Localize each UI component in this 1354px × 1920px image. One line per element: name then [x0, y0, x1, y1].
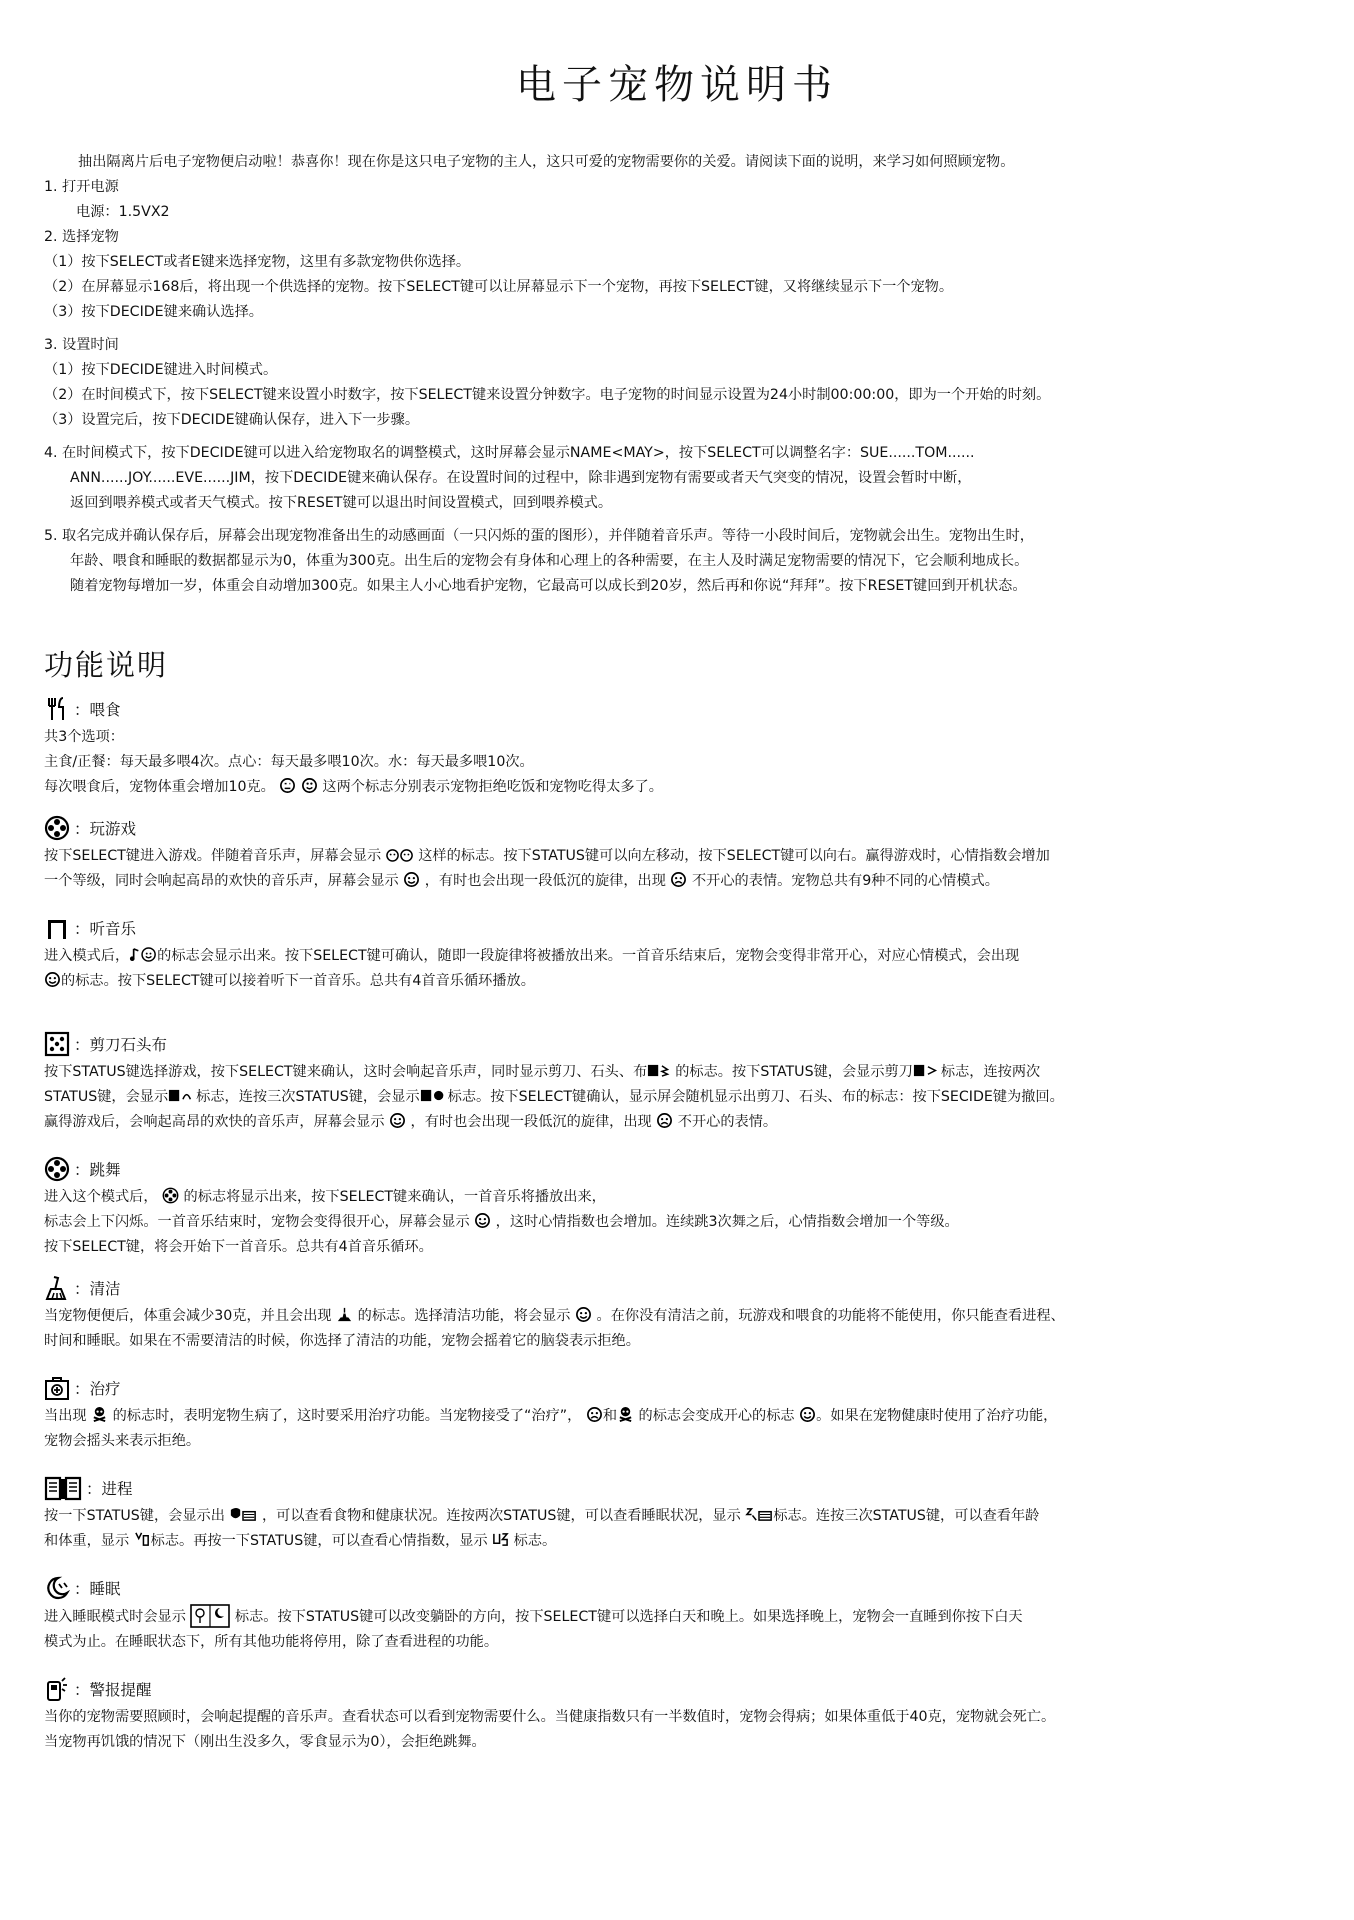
- feature-text: 当宠物再饥饿的情况下（刚出生没多久，零食显示为0），会拒绝跳舞。: [44, 1734, 486, 1750]
- food-health-icon: [229, 1506, 257, 1523]
- feature-label: ：清洁: [74, 1280, 121, 1298]
- text-run: 进入睡眠模式时会显示: [44, 1609, 186, 1625]
- text-run: 的标志。按下STATUS键，会显示剪刀: [675, 1064, 913, 1080]
- music-note-icon: [44, 915, 70, 941]
- sleep-mode-icon: [190, 1604, 230, 1628]
- feature-text: 模式为止。在睡眠状态下，所有其他功能将停用，除了查看进程的功能。: [44, 1634, 499, 1650]
- section-title: 功能说明: [44, 648, 169, 682]
- text-run: 的标志会显示出来。按下SELECT键可确认，随即一段旋律将被播放出来。一首音乐结束后，宠物会变得非常开心，对应心情模式，会出现: [157, 948, 1020, 964]
- feature-text: [44, 775, 1310, 800]
- step-3: [44, 333, 1310, 433]
- feature-text: 共3个选项：: [44, 729, 124, 745]
- step-5: [44, 524, 1310, 599]
- feature-label: ：进程: [86, 1480, 133, 1498]
- feature-clean: [44, 1272, 1310, 1354]
- feature-progress: [44, 1472, 1310, 1554]
- text-run: 不开心的表情。宠物总共有9种不同的心情模式。: [691, 873, 999, 889]
- feature-text: [44, 1404, 1310, 1429]
- feature-label: ：听音乐: [74, 920, 137, 938]
- feature-feed: [44, 693, 1310, 800]
- step-line: 5. 取名完成并确认保存后，屏幕会出现宠物准备出生的动感画面（一只闪烁的蛋的图形），并伴随着音乐声。等待一小段时间后，宠物就会出生。宠物出生时，: [44, 528, 1034, 544]
- happy-face-icon: [799, 1406, 816, 1423]
- fork-knife-icon: [44, 696, 70, 722]
- text-run: STATUS键，会显示: [44, 1089, 169, 1105]
- happy-face-icon: [44, 971, 61, 988]
- text-run: 和体重，显示: [44, 1533, 130, 1549]
- text-run: 赢得游戏后，会响起高昂的欢快的音乐声，屏幕会显示: [44, 1114, 385, 1130]
- happy-face-icon: [389, 1112, 406, 1129]
- text-run: 按一下STATUS键，会显示出: [44, 1508, 225, 1524]
- text-run: 进入这个模式后，: [44, 1189, 158, 1205]
- step-line: （3）设置完后，按下DECIDE键确认保存，进入下一步骤。: [44, 412, 420, 428]
- feature-label: ：玩游戏: [74, 820, 137, 838]
- feature-rps: [44, 1028, 1310, 1135]
- text-run: 不开心的表情。: [677, 1114, 778, 1130]
- step-line: 年龄、喂食和睡眠的数据都显示为0，体重为300克。出生后的宠物会有身体和心理上的各种需要，在主人及时满足宠物需要的情况下，它会顺利地成长。: [70, 553, 1029, 569]
- sad-face-icon: [670, 871, 687, 888]
- feature-label: ：剪刀石头布: [74, 1036, 168, 1054]
- text-run: 标志，连按两次: [940, 1064, 1041, 1080]
- feature-text: [44, 1504, 1310, 1529]
- happy-face-icon: [403, 871, 420, 888]
- feature-label: ：喂食: [74, 701, 121, 719]
- scissors-icon: [913, 1062, 941, 1079]
- step-line: 返回到喂养模式或者天气模式。按下RESET键可以退出时间设置模式，回到喂养模式。: [70, 495, 613, 511]
- refuse-face-icon: [279, 777, 296, 794]
- feature-text: [44, 1185, 1310, 1210]
- age-weight-icon: [134, 1531, 151, 1548]
- book-icon: [44, 1475, 82, 1501]
- dance-ball-icon: [44, 1156, 70, 1182]
- text-run: 每次喂食后，宠物体重会增加10克。: [44, 779, 275, 795]
- text-run: 标志。: [513, 1533, 557, 1549]
- text-run: ，有时也会出现一段低沉的旋律，出现: [424, 873, 666, 889]
- feature-text: [44, 1529, 1310, 1554]
- text-run: 按下SELECT键进入游戏。伴随着音乐声，屏幕会显示: [44, 848, 382, 864]
- step-1: [44, 175, 1310, 225]
- intro-paragraph: 抽出隔离片后电子宠物便启动啦！恭喜你！现在你是这只电子宠物的主人，这只可爱的宠物需要你的关爱。请阅读下面的说明，来学习如何照顾宠物。: [78, 154, 1015, 170]
- moon-sleep-icon: [44, 1575, 70, 1601]
- text-run: ，有时也会出现一段低沉的旋律，出现: [410, 1114, 652, 1130]
- feature-text: [44, 869, 1310, 894]
- feature-text: 按下SELECT键，将会开始下一首音乐。总共有4首音乐循环。: [44, 1239, 433, 1255]
- feature-text: [44, 844, 1310, 869]
- text-run: 。在你没有清洁之前，玩游戏和喂食的功能将不能使用，你只能查看进程、: [596, 1308, 1065, 1324]
- sad-face-icon: [586, 1406, 603, 1423]
- feature-alarm: [44, 1673, 1310, 1755]
- feature-text: 当你的宠物需要照顾时，会响起提醒的音乐声。查看状态可以看到宠物需要什么。当健康指数只有一半数值时，宠物会得病；如果体重低于40克，宠物就会死亡。: [44, 1709, 1056, 1725]
- text-run: 标志。连按三次STATUS键，可以查看年龄: [773, 1508, 1040, 1524]
- text-run: 的标志将显示出来，按下SELECT键来确认，一首音乐将播放出来，: [183, 1189, 606, 1205]
- text-run: 这样的标志。按下STATUS键可以向左移动，按下SELECT键可以向右。赢得游戏时，心情指数会增加: [418, 848, 1050, 864]
- step-line: ANN......JOY......EVE......JIM，按下DECIDE键来确认保存。在设置时间的过程中，除非遇到宠物有需要或者天气突变的情况，设置会暂时中断，: [70, 470, 972, 486]
- step-2: [44, 225, 1310, 325]
- feature-text: [44, 1304, 1310, 1329]
- text-run: 。如果在宠物健康时使用了治疗功能，: [816, 1408, 1058, 1424]
- step-line: （1）按下SELECT或者E键来选择宠物，这里有多款宠物供你选择。: [44, 254, 471, 270]
- text-run: ，可以查看食物和健康状况。连按两次STATUS键，可以查看睡眠状况，显示: [261, 1508, 741, 1524]
- text-run: 这两个标志分别表示宠物拒绝吃饭和宠物吃得太多了。: [322, 779, 663, 795]
- feature-label: ：睡眠: [74, 1580, 121, 1598]
- happy-face-icon: [575, 1306, 592, 1323]
- step-heading: 1. 打开电源: [44, 179, 119, 195]
- text-run: ，这时心情指数也会增加。连续跳3次舞之后，心情指数会增加一个等级。: [495, 1214, 959, 1230]
- note-face-icon: [129, 946, 157, 963]
- text-run: 标志，连按三次STATUS键，会显示: [196, 1089, 420, 1105]
- feature-text: [44, 1604, 1310, 1630]
- phone-alarm-icon: [44, 1676, 70, 1702]
- feature-text: [44, 1210, 1310, 1235]
- text-run: 标志会上下闪烁。一首音乐结束时，宠物会变得很开心，屏幕会显示: [44, 1214, 470, 1230]
- text-run: 进入模式后，: [44, 948, 130, 964]
- page-title: 电子宠物说明书: [516, 62, 838, 108]
- text-run: 和: [602, 1408, 618, 1424]
- feature-text: [44, 1085, 1310, 1110]
- game-ball-icon: [44, 815, 70, 841]
- dice-icon: [44, 1031, 70, 1057]
- feature-label: ：跳舞: [74, 1161, 121, 1179]
- text-run: 当出现: [44, 1408, 87, 1424]
- step-heading: 3. 设置时间: [44, 337, 119, 353]
- feature-text: [44, 944, 1310, 969]
- rock-icon: [168, 1087, 196, 1104]
- feature-text: 宠物会摇头来表示拒绝。: [44, 1433, 201, 1449]
- text-run: 的标志时，表明宠物生病了，这时要采用治疗功能。当宠物接受了“治疗”，: [112, 1408, 582, 1424]
- step-line: 4. 在时间模式下，按下DECIDE键可以进入给宠物取名的调整模式，这时屏幕会显示NAME<MAY>，按下SELECT可以调整名字：SUE......TOM......: [44, 445, 975, 461]
- step-line: 电源：1.5VX2: [76, 204, 170, 220]
- step-4: [44, 441, 1310, 516]
- text-run: 的标志。按下SELECT键可以接着听下一首音乐。总共有4首音乐循环播放。: [61, 973, 535, 989]
- skull-icon: [91, 1406, 108, 1423]
- rps-hands-icon: [647, 1062, 675, 1079]
- step-line: （2）在屏幕显示168后，将出现一个供选择的宠物。按下SELECT键可以让屏幕显示下一个宠物，再按下SELECT键，又将继续显示下一个宠物。: [44, 279, 954, 295]
- skull-icon: [617, 1406, 634, 1423]
- poop-icon: [336, 1306, 353, 1323]
- feature-music: [44, 912, 1310, 994]
- text-run: 当宠物便便后，体重会减少30克，并且会出现: [44, 1308, 332, 1324]
- step-line: （2）在时间模式下，按下SELECT键来设置小时数字，按下SELECT键来设置分钟数字。电子宠物的时间显示设置为24小时制00:00:00，即为一个开始的时刻。: [44, 387, 1051, 403]
- two-faces-icon: [386, 846, 414, 863]
- text-run: 一个等级，同时会响起高昂的欢快的音乐声，屏幕会显示: [44, 873, 399, 889]
- feature-game: [44, 812, 1310, 894]
- step-heading: 2. 选择宠物: [44, 229, 119, 245]
- feature-dance: [44, 1153, 1310, 1260]
- feature-label: ：警报提醒: [74, 1681, 152, 1699]
- sad-face-icon: [656, 1112, 673, 1129]
- feature-text: [44, 1060, 1310, 1085]
- feature-text: [44, 1110, 1310, 1135]
- dance-ball-icon: [162, 1187, 179, 1204]
- step-line: 随着宠物每增加一岁，体重会自动增加300克。如果主人小心地看护宠物，它最高可以成长到20岁，然后再和你说“拜拜”。按下RESET键回到开机状态。: [70, 578, 1027, 594]
- text-run: 的标志。选择清洁功能，将会显示: [357, 1308, 571, 1324]
- step-line: （1）按下DECIDE键进入时间模式。: [44, 362, 278, 378]
- mood-index-icon: [492, 1531, 509, 1548]
- step-line: （3）按下DECIDE键来确认选择。: [44, 304, 263, 320]
- text-run: 标志。按下SELECT键确认，显示屏会随机显示出剪刀、石头、布的标志：按下SECIDE键为撤回。: [447, 1089, 1064, 1105]
- feature-text: 时间和睡眠。如果在不需要清洁的时候，你选择了清洁的功能，宠物会摇着它的脑袋表示拒绝。: [44, 1333, 640, 1349]
- feature-text: 主食/正餐：每天最多喂4次。点心：每天最多喂10次。水：每天最多喂10次。: [44, 754, 534, 770]
- feature-sleep: [44, 1572, 1310, 1655]
- feature-text: [44, 969, 1310, 994]
- broom-icon: [44, 1275, 70, 1301]
- feature-heal: [44, 1372, 1310, 1454]
- happy-face-icon: [474, 1212, 491, 1229]
- feature-label: ：治疗: [74, 1380, 121, 1398]
- text-run: 的标志会变成开心的标志: [638, 1408, 795, 1424]
- full-face-icon: [301, 777, 318, 794]
- text-run: 按下STATUS键选择游戏，按下SELECT键来确认，这时会响起音乐声，同时显示剪刀、石头、布: [44, 1064, 648, 1080]
- medical-kit-icon: [44, 1375, 70, 1401]
- sleep-status-icon: [745, 1506, 773, 1523]
- paper-icon: [420, 1087, 448, 1104]
- text-run: 标志。再按一下STATUS键，可以查看心情指数，显示: [150, 1533, 488, 1549]
- text-run: 标志。按下STATUS键可以改变躺卧的方向，按下SELECT键可以选择白天和晚上。如果选择晚上，宠物会一直睡到你按下白天: [234, 1609, 1023, 1625]
